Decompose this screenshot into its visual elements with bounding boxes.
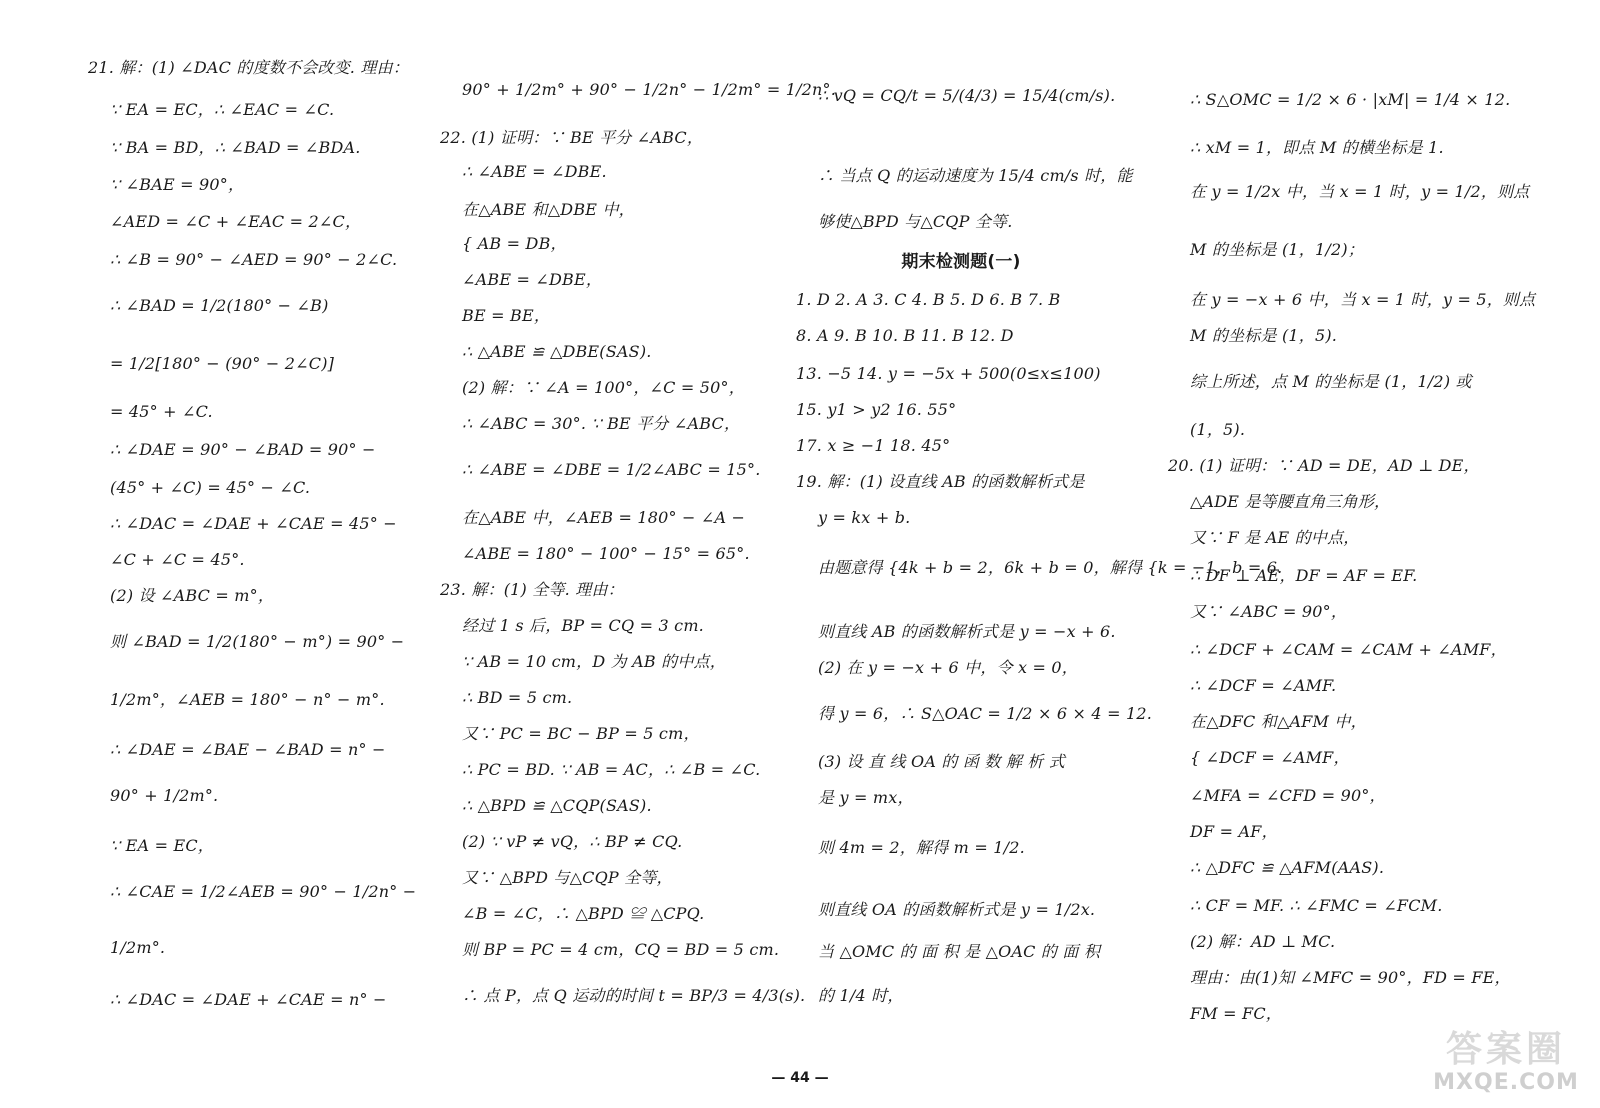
text-line: (3) 设 直 线 OA 的 函 数 解 析 式	[818, 752, 1065, 771]
text-line: 15. y1 > y2 16. 55°	[796, 400, 957, 419]
text-line: 8. A 9. B 10. B 11. B 12. D	[796, 326, 1014, 345]
text-line: 在 y = −x + 6 中，当 x = 1 时，y = 5，则点	[1190, 290, 1536, 309]
text-line: 1/2m°，∠AEB = 180° − n° − m°.	[110, 690, 385, 709]
text-line: ∵ AB = 10 cm，D 为 AB 的中点，	[462, 652, 726, 671]
text-line: 则直线 AB 的函数解析式是 y = −x + 6.	[818, 622, 1116, 641]
text-line: 在 y = 1/2x 中，当 x = 1 时，y = 1/2，则点	[1190, 182, 1530, 201]
text-line: ∵ BA = BD，∴ ∠BAD = ∠BDA.	[110, 138, 361, 157]
text-line: ∴ ∠ABC = 30°. ∵ BE 平分 ∠ABC，	[462, 414, 741, 433]
text-line: { ∠DCF = ∠AMF，	[1190, 748, 1350, 767]
watermark-bottom-text: MXQE.COM	[1433, 1070, 1579, 1095]
text-line: 90° + 1/2m°.	[110, 786, 219, 805]
section-title: 期末检测题(一)	[901, 252, 1021, 272]
text-line: (2) ∵ vP ≠ vQ，∴ BP ≠ CQ.	[462, 832, 683, 851]
text-line: 17. x ≥ −1 18. 45°	[796, 436, 951, 455]
text-line: ∵ EA = EC，∴ ∠EAC = ∠C.	[110, 100, 335, 119]
text-line: ∴ S△OMC = 1/2 × 6 · |xM| = 1/4 × 12.	[1190, 90, 1511, 109]
text-line: ∴ ∠ABE = ∠DBE.	[462, 162, 607, 181]
text-line: = 45° + ∠C.	[110, 402, 213, 421]
text-line: ∴ ∠DAC = ∠DAE + ∠CAE = n° −	[110, 990, 387, 1009]
text-line: (2) 解：AD ⊥ MC.	[1190, 932, 1336, 951]
text-line: ∠C + ∠C = 45°.	[110, 550, 245, 569]
text-line: ∴ ∠DAE = 90° − ∠BAD = 90° −	[110, 440, 376, 459]
text-line: (2) 设 ∠ABC = m°，	[110, 586, 275, 605]
text-line: ∴ ∠DCF = ∠AMF.	[1190, 676, 1337, 695]
text-line: 经过 1 s 后，BP = CQ = 3 cm.	[462, 616, 704, 635]
text-line: 1/2m°.	[110, 938, 166, 957]
text-line: (2) 在 y = −x + 6 中，令 x = 0，	[818, 658, 1078, 677]
text-line: ∠AED = ∠C + ∠EAC = 2∠C，	[110, 212, 362, 231]
text-line: { AB = DB，	[462, 234, 567, 253]
text-line: 在△ABE 和△DBE 中，	[462, 200, 635, 219]
text-line: FM = FC，	[1190, 1004, 1283, 1023]
text-line: 20. (1) 证明：∵ AD = DE，AD ⊥ DE，	[1168, 456, 1480, 475]
text-line: BE = BE，	[462, 306, 551, 325]
text-line: M 的坐标是 (1，1/2)；	[1190, 240, 1364, 259]
text-line: (2) 解：∵ ∠A = 100°，∠C = 50°，	[462, 378, 745, 397]
text-line: 在△DFC 和△AFM 中，	[1190, 712, 1367, 731]
text-line: ∴ ∠CAE = 1/2∠AEB = 90° − 1/2n° −	[110, 882, 417, 901]
text-line: ∴ △ABE ≌ △DBE(SAS).	[462, 342, 652, 361]
page-number: — 44 —	[771, 1070, 829, 1086]
text-line: ∵ ∠BAE = 90°，	[110, 175, 245, 194]
text-line: ∴ ∠DCF + ∠CAM = ∠CAM + ∠AMF，	[1190, 640, 1507, 659]
text-line: 是 y = mx，	[818, 788, 914, 807]
text-line: 理由：由(1)知 ∠MFC = 90°，FD = FE，	[1190, 968, 1511, 987]
text-line: 当 △OMC 的 面 积 是 △OAC 的 面 积	[818, 942, 1101, 961]
text-line: 又∵ △BPD 与△CQP 全等，	[462, 868, 673, 887]
text-line: = 1/2[180° − (90° − 2∠C)]	[110, 354, 335, 373]
text-line: M 的坐标是 (1，5).	[1190, 326, 1338, 345]
text-line: 13. −5 14. y = −5x + 500(0≤x≤100)	[796, 364, 1101, 383]
text-line: 则 ∠BAD = 1/2(180° − m°) = 90° −	[110, 632, 405, 651]
text-line: ∴ ∠B = 90° − ∠AED = 90° − 2∠C.	[110, 250, 398, 269]
text-line: 在△ABE 中，∠AEB = 180° − ∠A −	[462, 508, 746, 527]
text-line: (1，5).	[1190, 420, 1246, 439]
text-line: ∠MFA = ∠CFD = 90°，	[1190, 786, 1386, 805]
text-line: ∴ CF = MF. ∴ ∠FMC = ∠FCM.	[1190, 896, 1443, 915]
text-line: 综上所述，点 M 的坐标是 (1，1/2) 或	[1190, 372, 1472, 391]
text-line: 又∵ F 是 AE 的中点，	[1190, 528, 1360, 547]
text-line: ∴ △BPD ≌ △CQP(SAS).	[462, 796, 652, 815]
text-line: (45° + ∠C) = 45° − ∠C.	[110, 478, 311, 497]
text-line: 则 4m = 2，解得 m = 1/2.	[818, 838, 1025, 857]
text-line: ∴ ∠DAC = ∠DAE + ∠CAE = 45° −	[110, 514, 397, 533]
text-line: 23. 解：(1) 全等. 理由：	[440, 580, 624, 599]
text-line: ∴ PC = BD. ∵ AB = AC，∴ ∠B = ∠C.	[462, 760, 761, 779]
text-line: 又∵ PC = BC − BP = 5 cm，	[462, 724, 700, 743]
text-line: 又∵ ∠ABC = 90°，	[1190, 602, 1348, 621]
text-line: ∴ △DFC ≌ △AFM(AAS).	[1190, 858, 1385, 877]
text-line: 则 BP = PC = 4 cm，CQ = BD = 5 cm.	[462, 940, 780, 959]
text-line: 90° + 1/2m° + 90° − 1/2n° − 1/2m° = 1/2n°.	[462, 80, 837, 99]
text-line: ∴ 当点 Q 的运动速度为 15/4 cm/s 时，能	[818, 166, 1133, 185]
text-line: ∠B = ∠C，∴ △BPD ≌ △CPQ.	[462, 904, 705, 923]
text-line: DF = AF，	[1190, 822, 1278, 841]
text-line: y = kx + b.	[818, 508, 911, 527]
text-line: 由题意得 {4k + b = 2，6k + b = 0，解得 {k = −1，b = 6.	[818, 558, 1283, 577]
text-line: 的 1/4 时，	[818, 986, 904, 1005]
text-line: ∴ ∠BAD = 1/2(180° − ∠B)	[110, 296, 329, 315]
text-line: ∴ vQ = CQ/t = 5/(4/3) = 15/4(cm/s).	[818, 86, 1116, 105]
text-line: 够使△BPD 与△CQP 全等.	[818, 212, 1013, 231]
text-line: ∴ ∠ABE = ∠DBE = 1/2∠ABC = 15°.	[462, 460, 761, 479]
text-line: △ADE 是等腰直角三角形，	[1190, 492, 1391, 511]
watermark-logo	[1418, 1030, 1594, 1100]
text-line: 21. 解：(1) ∠DAC 的度数不会改变. 理由：	[88, 58, 409, 77]
text-line: 得 y = 6，∴ S△OAC = 1/2 × 6 × 4 = 12.	[818, 704, 1153, 723]
text-line: ∴ ∠DAE = ∠BAE − ∠BAD = n° −	[110, 740, 386, 759]
text-line: 19. 解：(1) 设直线 AB 的函数解析式是	[796, 472, 1085, 491]
watermark-top-text: 答案圈	[1445, 1029, 1566, 1070]
text-line: 22. (1) 证明：∵ BE 平分 ∠ABC，	[440, 128, 704, 147]
text-line: ∴ BD = 5 cm.	[462, 688, 573, 707]
text-line: ∠ABE = ∠DBE，	[462, 270, 603, 289]
text-line: ∴ 点 P，点 Q 运动的时间 t = BP/3 = 4/3(s).	[462, 986, 806, 1005]
text-line: 则直线 OA 的函数解析式是 y = 1/2x.	[818, 900, 1096, 919]
text-line: ∵ EA = EC，	[110, 836, 214, 855]
text-line: 1. D 2. A 3. C 4. B 5. D 6. B 7. B	[796, 290, 1061, 309]
text-line: ∠ABE = 180° − 100° − 15° = 65°.	[462, 544, 750, 563]
text-line: ∴ xM = 1，即点 M 的横坐标是 1.	[1190, 138, 1444, 157]
text-line: ∴ DF ⊥ AE，DF = AF = EF.	[1190, 566, 1418, 585]
